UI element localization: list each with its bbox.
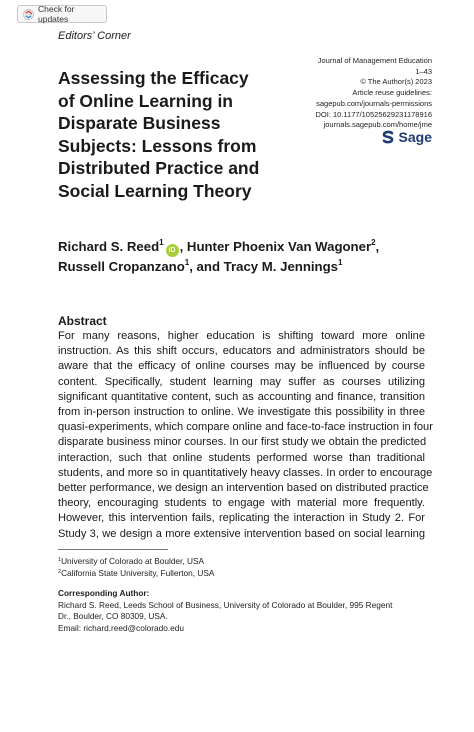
abstract-line: For many reasons, higher education is shifting toward more online — [58, 330, 425, 342]
abstract-line: significant quantitative content, such as accounting and finance, transition — [58, 390, 425, 403]
abstract-line: theory, encouraging students to engage with material more frequently. — [58, 497, 425, 510]
author-separator: , — [375, 239, 380, 254]
abstract-line: interaction, such that online students performed worse than traditional — [58, 451, 425, 464]
copyright: © The Author(s) 2023 — [360, 77, 432, 87]
title-line: Social Learning Theory — [58, 180, 252, 201]
author-separator: , — [179, 239, 187, 254]
corresponding-author-address: Richard S. Reed, Leeds School of Business, University of Colorado at Boulder, 995 Regent — [58, 599, 393, 610]
abstract-body — [58, 329, 433, 542]
affiliation-item — [58, 555, 214, 567]
affiliation-marker: 1 — [159, 238, 164, 247]
publisher-name: Sage — [398, 129, 432, 145]
title-line: Assessing the Efficacy — [58, 68, 249, 88]
corresponding-author-email[interactable]: Email: richard.reed@colorado.edu — [58, 623, 185, 634]
author-name: Tracy M. Jennings — [223, 259, 338, 274]
title-line: of Online Learning in — [58, 90, 233, 111]
corresponding-author — [58, 588, 392, 635]
footnote-divider — [58, 549, 168, 550]
author-line — [58, 257, 438, 277]
publisher-logo — [381, 129, 432, 145]
affiliations — [58, 555, 214, 579]
page-range: 1–43 — [415, 66, 432, 76]
doi[interactable]: DOI: 10.1177/10525629231178916 — [315, 109, 432, 119]
affiliation-item — [58, 567, 214, 579]
title-line: Subjects: Lessons from — [58, 135, 257, 156]
abstract-line: better performance, we design an intervention based on distributed practice — [58, 482, 429, 495]
abstract-line: instruction. As this shift occurs, educators and administrators should be — [58, 345, 425, 358]
abstract-line: students, and more so in quantitatively heavy classes. In order to encourage — [58, 466, 433, 479]
author-conjunction: , and — [189, 259, 224, 274]
affiliation-marker: 1 — [184, 258, 190, 267]
permissions-link[interactable]: sagepub.com/journals-permissions — [316, 98, 432, 108]
check-for-updates-label: Check for updates — [38, 4, 75, 24]
reuse-guidelines: Article reuse guidelines: — [352, 88, 432, 98]
affiliation-marker: 2 — [371, 238, 376, 247]
author-name: Russell Cropanzano — [58, 259, 185, 274]
affiliation-text: University of Colorado at Boulder, USA — [61, 556, 205, 566]
author-name: Hunter Phoenix Van Wagoner — [186, 239, 372, 254]
affiliation-number: 2 — [58, 569, 62, 575]
abstract-line: However, this intervention fails, replicating the interaction in Study 2. For — [58, 512, 425, 525]
sage-logo-icon — [381, 130, 395, 144]
abstract-line: from in-person instruction to online. We investigate this possibility in three — [58, 406, 425, 419]
article-title — [58, 67, 308, 203]
corresponding-author-heading: Corresponding Author: — [58, 588, 150, 598]
section-label: Editors’ Corner — [58, 30, 131, 42]
journal-name: Journal of Management Education — [317, 56, 432, 65]
author-name: Richard S. Reed — [58, 239, 160, 254]
abstract-line: aware that the efficacy of online courses may be influenced by course — [58, 360, 425, 373]
affiliation-marker: 1 — [338, 258, 343, 267]
orcid-icon[interactable]: iD — [166, 244, 179, 257]
corresponding-author-address: Dr., Boulder, CO 80309, USA. — [58, 611, 168, 622]
abstract-heading: Abstract — [58, 314, 107, 328]
journal-homepage-link[interactable]: journals.sagepub.com/home/jme — [323, 120, 432, 130]
check-for-updates-badge[interactable] — [17, 5, 107, 23]
abstract-line: quasi-experiments, which compare online and face-to-face instruction in four — [58, 421, 433, 434]
affiliation-number: 1 — [58, 557, 62, 563]
title-line: Distributed Practice and — [58, 158, 260, 179]
affiliation-text: California State University, Fullerton, USA — [61, 568, 215, 578]
title-line: Disparate Business — [58, 113, 221, 134]
abstract-line: content. Specifically, student learning may suffer as courses utilizing — [58, 375, 425, 388]
check-updates-icon — [23, 9, 34, 20]
abstract-line: disparate business minor courses. In our first study we obtain the predicted — [58, 436, 427, 449]
author-line — [58, 237, 438, 257]
abstract-line: Study 3, we design a more extensive intervention based on social learning — [58, 527, 425, 540]
author-list — [58, 237, 438, 277]
